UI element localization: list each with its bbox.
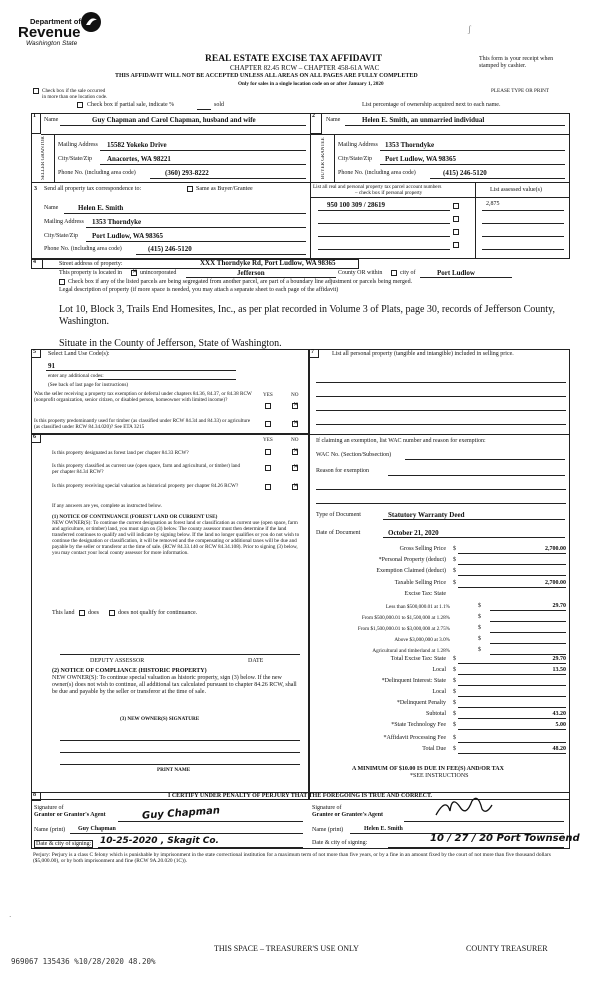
logo-dept-line2: Revenue (18, 24, 81, 41)
buyer-city-label: City/State/Zip (338, 156, 372, 162)
ownership-note: List percentage of ownership acquired next to each name. (362, 102, 501, 108)
timber-question: Is this property predominantly used for timber (as classified under RCW 84.34 and 84.33) or agriculture (as classified under RCW 84.34.020)? See ETA 3215 (34, 418, 251, 430)
if-yes-note: If any answers are yes, complete as instructed below. (52, 503, 163, 509)
parcel-number[interactable]: 950 100 309 / 28619 (327, 201, 385, 209)
correspondence-phone-label: Phone No. (including area code) (44, 246, 122, 252)
forest-land-question: Is this property designated as forest land per chapter 84.33 RCW? (52, 450, 189, 456)
grantor-name-print[interactable]: Guy Chapman (78, 826, 116, 832)
grantor-date-city-label: Date & city of signing: (36, 841, 92, 847)
form-use-note: Only for sales in a single location code on or after January 1, 2020 (238, 81, 384, 87)
section-5-yes-header: YES (263, 392, 273, 398)
correspondence-phone[interactable]: (415) 246-5120 (148, 245, 192, 253)
document-type-label: Type of Document (316, 512, 361, 518)
tax-row-label: *Delinquent Interest: State (381, 678, 446, 684)
historic-yes-checkbox[interactable] (265, 484, 271, 490)
street-address[interactable]: XXX Thorndyke Rd, Port Ludlow, WA 98365 (200, 259, 336, 267)
receipt-note-2: stamped by cashier. (479, 63, 527, 69)
grantee-date-city[interactable]: 10 / 27 / 20 Port Townsend (430, 833, 580, 844)
deputy-assessor-label: DEPUTY ASSESSOR (90, 658, 145, 664)
send-correspondence-label: Send all property tax correspondence to: (44, 186, 142, 192)
seller-city-label: City/State/Zip (58, 156, 92, 162)
reason-exemption-field[interactable] (388, 475, 565, 476)
personal-property-checkbox[interactable] (453, 242, 459, 248)
buyer-city[interactable]: Port Ludlow, WA 98365 (385, 155, 457, 163)
unincorporated-checkbox[interactable] (131, 270, 137, 276)
tax-row-currency: $ (478, 603, 481, 609)
grantor-signature[interactable]: Guy Chapman (141, 805, 221, 822)
tax-row-label: *Delinquent Penalty (396, 700, 446, 706)
forest-land-yes-checkbox[interactable] (265, 449, 271, 455)
seller-phone-label: Phone No. (including area code) (58, 170, 136, 176)
partial-sale-sold-label: sold (214, 102, 225, 108)
tax-row-label: Exemption Claimed (deduct) (376, 568, 446, 574)
timber-yes-checkbox[interactable] (265, 421, 271, 427)
section-3-number: 3 (34, 186, 37, 192)
historic-compliance-text: NEW OWNER(S): To continue special valuation as historic property, sign (3) below. If the new owner(s) does not wish to continue, all additional tax calculated pursuant to chapter 84.26 RCW, shall be due and payable by the seller or transferor at the time of sale. (52, 675, 297, 695)
located-in-label: This property is located in (59, 270, 122, 276)
tax-row-label: From $1,500,000.01 to $3,000,000 at 2.75% (357, 626, 450, 632)
tax-row-currency: $ (478, 625, 481, 631)
seller-grantor-label: SELLER GRANTOR (41, 136, 46, 180)
correspondence-name-label: Name (44, 205, 59, 211)
correspondence-mailing-address[interactable]: 1353 Thorndyke (92, 218, 142, 226)
print-note: PLEASE TYPE OR PRINT (491, 88, 549, 94)
correspondence-city-label: City/State/Zip (44, 233, 78, 239)
tax-row-value[interactable]: 13.50 (552, 667, 566, 673)
tax-row-label: Above $3,000,000 at 3.0% (394, 637, 450, 643)
treasurer-use-only: THIS SPACE – TREASURER'S USE ONLY (214, 944, 359, 953)
buyer-name[interactable]: Helen E. Smith, an unmarried individual (362, 116, 485, 124)
forest-land-no-checkbox[interactable] (292, 449, 298, 455)
tax-row-currency: $ (453, 656, 456, 662)
section-5-number: 5 (31, 349, 41, 358)
correspondence-mailing-label: Mailing Address (44, 219, 84, 225)
city-of-label: city of (400, 270, 416, 276)
document-type[interactable]: Statutory Warranty Deed (388, 511, 465, 519)
assessed-header: List assessed value(s) (490, 187, 542, 193)
section-4-number: 4 (31, 259, 43, 269)
partial-sale-percent-field[interactable] (197, 109, 211, 110)
new-owner-signature-line-2[interactable] (60, 752, 300, 753)
seller-name-label: Name (44, 117, 59, 123)
tax-row-currency: $ (453, 678, 456, 684)
tax-row-currency: $ (453, 689, 456, 695)
correspondence-city[interactable]: Port Ludlow, WA 98365 (92, 232, 164, 240)
seller-phone[interactable]: (360) 293-8222 (165, 169, 209, 177)
exemption-claim-label: If claiming an exemption, list WAC number and reason for exemption: (316, 438, 486, 444)
correspondence-name[interactable]: Helen E. Smith (78, 204, 124, 212)
land-does-option: does (88, 610, 99, 616)
parcel-header-1: List all real and personal property tax parcel account numbers (313, 184, 442, 190)
grantee-signature-label-1: Signature of (312, 805, 342, 811)
land-does-checkbox[interactable] (79, 610, 85, 616)
partial-sale-checkbox[interactable] (77, 102, 83, 108)
personal-property-checkbox[interactable] (453, 216, 459, 222)
land-use-code[interactable]: 91 (48, 362, 55, 370)
current-use-question: Is this property classified as current use (open space, farm and agricultural, or timber) land per chapter 84.34 RCW? (52, 463, 241, 475)
historic-question: Is this property receiving special valuation as historical property per chapter 84.26 RCW? (52, 483, 239, 489)
personal-property-checkbox[interactable] (453, 203, 459, 209)
print-name-label: PRINT NAME (157, 767, 191, 773)
seller-mailing-label: Mailing Address (58, 142, 98, 148)
grantor-name-print-label: Name (print) (34, 827, 66, 833)
tax-row-currency: $ (453, 568, 456, 574)
receipt-note-1: This form is your receipt when (479, 56, 554, 62)
buyer-mailing-label: Mailing Address (338, 142, 378, 148)
form-warning: THIS AFFIDAVIT WILL NOT BE ACCEPTED UNLESS ALL AREAS ON ALL PAGES ARE FULLY COMPLETED (115, 73, 418, 79)
partial-sale-label: Check box if partial sale, indicate % (87, 102, 175, 108)
assessed-value[interactable]: 2,875 (486, 201, 500, 207)
seller-name[interactable]: Guy Chapman and Carol Chapman, husband and wife (92, 116, 256, 124)
tax-row-label: Local (432, 689, 446, 695)
city-of-checkbox[interactable] (391, 270, 397, 276)
continuance-title: (1) NOTICE OF CONTINUANCE (FOREST LAND OR CURRENT USE) (52, 514, 218, 520)
tax-row-value[interactable]: 5.00 (555, 722, 566, 728)
certify-statement: I CERTIFY UNDER PENALTY OF PERJURY THAT THE FOREGOING IS TRUE AND CORRECT. (168, 793, 433, 799)
form-subtitle: CHAPTER 82.45 RCW – CHAPTER 458-61A WAC (230, 64, 380, 72)
new-owner-signature-label: (3) NEW OWNER(S) SIGNATURE (120, 716, 200, 722)
grantee-date-city-label: Date & city of signing: (312, 840, 368, 846)
county-treasurer-label: COUNTY TREASURER (466, 944, 548, 953)
legal-description-line-2[interactable]: Washington. (59, 316, 110, 327)
tax-row-currency: $ (478, 636, 481, 642)
continuance-text: NEW OWNER(S): To continue the current designation as forest land or classification as current use (open space, farm and agriculture, or timber) land, you must sign on (3) below. The county assessor must then determine if the land transferred continues to qualify and will indicate by signing below. If the land no longer qualifies or you do not wish to continue the designation or classification, it will be removed and the compensating or additional taxes will be due and payable by the seller or transferor at the time of sale. (RCW 84.33.140 or RCW 84.34.108). Prior to signing (3) below, you may contact your local county assessor for more information. (52, 520, 300, 556)
revenue-swirl-icon (80, 11, 102, 33)
same-as-buyer-label: Same as Buyer/Grantee (196, 186, 253, 192)
buyer-phone[interactable]: (415) 246-5120 (443, 169, 487, 177)
tax-row-value[interactable]: 2,700.00 (545, 546, 566, 552)
historic-no-checkbox[interactable] (292, 484, 298, 490)
tax-row-label: *Affidavit Processing Fee (383, 735, 446, 741)
wac-number-label: WAC No. (Section/Subsection) (316, 452, 392, 458)
grantee-signature-scribble[interactable] (432, 791, 494, 821)
tax-row-label: Less than $500,000.01 at 1.1% (385, 604, 450, 610)
print-name-line[interactable] (60, 764, 300, 765)
legal-description-line-1[interactable]: Lot 10, Block 3, Trails End Homesites, Inc., as per plat recorded in Volume 3 of Plats, page 30, records of Jefferson County, (59, 304, 555, 315)
tax-row-value[interactable]: 29.70 (552, 656, 566, 662)
new-owner-signature-line-1[interactable] (60, 740, 300, 741)
land-does-not-checkbox[interactable] (109, 610, 115, 616)
grantor-signature-label-1: Signature of (34, 805, 64, 811)
tax-row-currency: $ (453, 667, 456, 673)
tax-row-currency: $ (453, 557, 456, 563)
multiple-location-checkbox[interactable] (33, 88, 39, 94)
grantee-name-print-label: Name (print) (312, 827, 344, 833)
tax-row-label: From $500,000.01 to $1,500,000 at 1.28% (361, 615, 450, 621)
grantee-signature-label-2: Grantee or Grantee's Agent (312, 812, 384, 818)
legal-description-note: Legal description of property (if more space is needed, you may attach a separate sheet to each page of the affidavit) (59, 287, 339, 293)
personal-property-label: List all personal property (tangible and intangible) included in selling price. (332, 351, 514, 357)
timber-no-checkbox[interactable] (292, 421, 298, 427)
see-back-note: (See back of last page for instructions) (48, 382, 129, 388)
street-address-label: Street address of property: (59, 261, 123, 267)
multiple-location-label-1: Check box if the sale occurred (42, 88, 106, 94)
tax-row-label: *Personal Property (deduct) (378, 557, 446, 563)
deputy-assessor-signature-line[interactable] (60, 654, 300, 655)
tax-row-currency: $ (453, 746, 456, 752)
deputy-date-label: DATE (248, 658, 264, 664)
section-6-no-header: NO (291, 437, 299, 443)
buyer-phone-label: Phone No. (including area code) (338, 170, 416, 176)
document-date-label: Date of Document (316, 530, 361, 536)
county-value[interactable]: Jefferson (237, 269, 265, 277)
parcel-header-2: – check box if personal property (355, 190, 423, 196)
logo-dept-line3: Washington State (26, 40, 78, 47)
grantor-date-city[interactable]: 10-25-2020 , Skagit Co. (100, 836, 219, 846)
tax-row-label: Taxable Selling Price (394, 580, 446, 586)
tax-row-value[interactable]: 2,700.00 (545, 580, 566, 586)
tax-row-currency: $ (453, 580, 456, 586)
buyer-grantee-label: BUYER GRANTEE (321, 137, 326, 179)
tax-row-currency: $ (478, 614, 481, 620)
segregated-checkbox[interactable] (59, 279, 65, 285)
segregated-note: Check box if any of the listed parcels are being segregated from another parcel, are part of a boundary line adjustment or parcels being merged. (68, 279, 413, 285)
buyer-mailing-address[interactable]: 1353 Thorndyke (385, 141, 435, 149)
tax-row-label: Agricultural and timberland at 1.28% (372, 648, 450, 654)
section-6-number: 6 (31, 434, 41, 443)
tax-row-currency: $ (453, 546, 456, 552)
current-use-yes-checkbox[interactable] (265, 465, 271, 471)
document-date[interactable]: October 21, 2020 (388, 529, 439, 537)
section-7-number: 7 (309, 349, 319, 358)
tax-row-label: Total Excise Tax: State (390, 656, 446, 662)
seller-city[interactable]: Anacortes, WA 98221 (107, 155, 171, 163)
exemption-yes-checkbox[interactable] (265, 403, 271, 409)
land-use-label: Select Land Use Code(s): (48, 351, 110, 357)
reason-exemption-label: Reason for exemption (316, 468, 369, 474)
same-as-buyer-checkbox[interactable] (187, 186, 193, 192)
grantor-signature-label-2: Grantor or Grantor's Agent (34, 812, 106, 818)
section-8-number: 8 (31, 792, 41, 801)
section-6-yes-header: YES (263, 437, 273, 443)
tax-row-value[interactable]: 29.70 (552, 603, 566, 609)
tax-row-label: Local (432, 667, 446, 673)
city-value[interactable]: Port Ludlow (437, 269, 475, 277)
tax-row-label: Gross Selling Price (399, 546, 446, 552)
tax-row-currency: $ (453, 722, 456, 728)
personal-property-checkbox[interactable] (453, 229, 459, 235)
perjury-statement: Perjury: Perjury is a class C felony which is punishable by imprisonment in the state correctional institution for a maximum term of not more than five years, or by a fine in an amount fixed by the court of not more than five thousand dollars ($5,000.00), or by both imprisonment and fine (RCW 9A.20.020 (1C)). (33, 852, 551, 865)
tax-row-label: Excise Tax: State (404, 591, 446, 597)
scan-mark-icon: ʃ (468, 24, 471, 34)
additional-codes-label: enter any additional codes: (48, 373, 104, 379)
cashier-stamp: 969067 135436 %10/28/2020 48.20% (11, 957, 156, 966)
multiple-location-label-2: in more than one location code. (42, 94, 108, 100)
tax-row-value[interactable]: 48.20 (552, 746, 566, 752)
historic-compliance-title: (2) NOTICE OF COMPLIANCE (HISTORIC PROPERTY) (52, 668, 207, 674)
section-2-number: 2 (310, 113, 322, 134)
logo-dept-line1: Department of (30, 17, 81, 26)
section-5-no-header: NO (291, 392, 299, 398)
tax-row-label: *State Technology Fee (391, 722, 446, 728)
minimum-due-note: A MINIMUM OF $10.00 IS DUE IN FEE(S) AND/OR TAX (352, 766, 504, 772)
tax-row-label: Total Due (422, 746, 446, 752)
margin-mark-icon: · (9, 913, 12, 921)
tax-row-value[interactable]: 43.20 (552, 711, 566, 717)
legal-description-line-3[interactable]: Situate in the County of Jefferson, State of Washington. (59, 338, 282, 349)
land-does-not-option: does not qualify for continuance. (118, 610, 198, 616)
buyer-name-label: Name (326, 117, 341, 123)
tax-row-currency: $ (453, 700, 456, 706)
section-1-number: 1 (31, 113, 41, 134)
unincorporated-label: unincorporated (140, 270, 177, 276)
current-use-no-checkbox[interactable] (292, 465, 298, 471)
land-does-label: This land (52, 610, 75, 616)
tax-row-label: Subtotal (425, 711, 446, 717)
county-or-within-label: County OR within (338, 270, 383, 276)
tax-row-currency: $ (478, 647, 481, 653)
tax-row-currency: $ (453, 735, 456, 741)
see-instructions-note: *SEE INSTRUCTIONS (410, 773, 469, 779)
exemption-no-checkbox[interactable] (292, 403, 298, 409)
seller-mailing-address[interactable]: 15582 Yokeko Drive (107, 141, 167, 149)
wac-number-field[interactable] (405, 459, 565, 460)
exemption-question: Was the seller receiving a property tax exemption or deferral under chapters 84.36, 84.37, or 84.38 RCW (nonprofit organization, senior citizen, or disabled person, homeowner with limited income)? (34, 391, 252, 403)
tax-row-currency: $ (453, 711, 456, 717)
grantee-name-print[interactable]: Helen E. Smith (364, 826, 403, 832)
form-title: REAL ESTATE EXCISE TAX AFFIDAVIT (205, 54, 383, 64)
